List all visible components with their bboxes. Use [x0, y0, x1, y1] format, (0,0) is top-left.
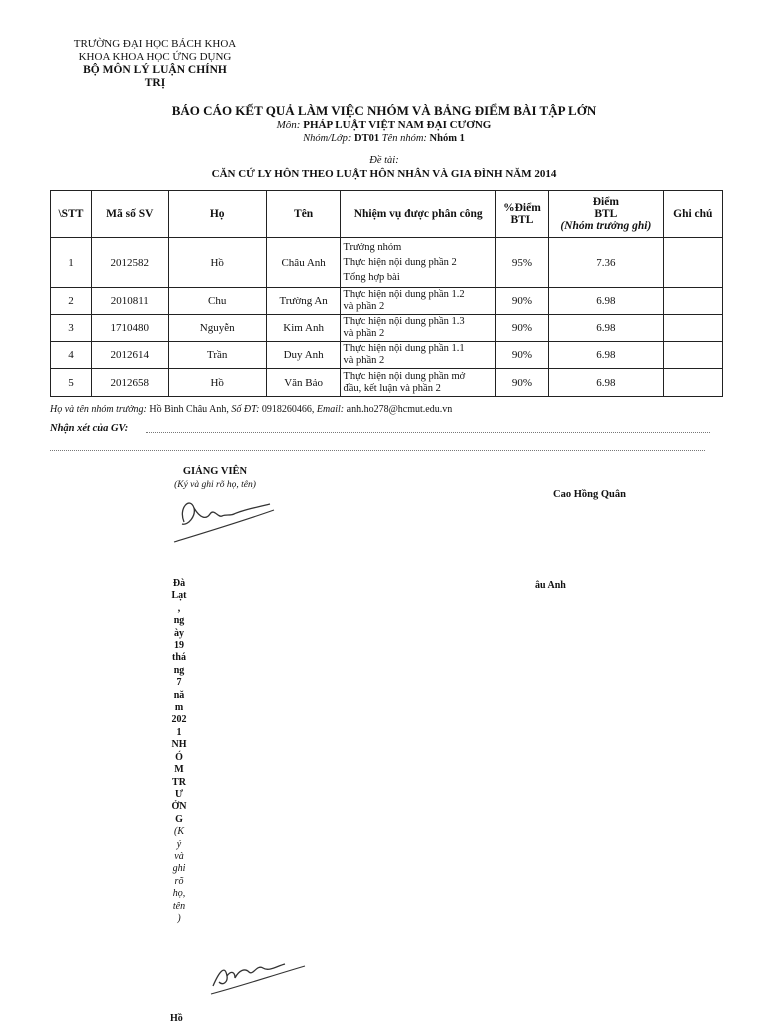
- cell-last-name: Hồ: [168, 238, 266, 288]
- cell-note: [663, 288, 722, 315]
- cell-task: [341, 288, 495, 315]
- vertical-char: Đà: [172, 578, 186, 589]
- cell-percent: 90%: [495, 342, 548, 369]
- cell-score: 6.98: [549, 342, 664, 369]
- vertical-char: thá: [172, 652, 186, 664]
- cell-stt: 5: [51, 369, 92, 397]
- vertical-char: G: [175, 813, 183, 825]
- task-line: và phần 2: [343, 301, 385, 312]
- cell-note: [663, 315, 722, 342]
- vertical-char: ): [177, 912, 181, 924]
- leader-phone-label: Số ĐT:: [231, 404, 260, 415]
- cell-score: 6.98: [549, 369, 664, 397]
- task-line: và phần 2: [343, 355, 385, 366]
- table-header-row: [51, 191, 723, 238]
- cell-score: 6.98: [549, 315, 664, 342]
- vertical-char: NH: [171, 739, 187, 751]
- report-title: BÁO CÁO KẾT QUẢ LÀM VIỆC NHÓM VÀ BẢNG ĐIỂM BÀI TẬP LỚN: [171, 103, 597, 118]
- header-first-name: Tên: [266, 191, 341, 238]
- cell-task: [341, 342, 495, 369]
- header-note: Ghi chú: [663, 191, 722, 238]
- task-line: Thực hiện nội dung phần 1.2: [343, 289, 465, 300]
- header-percent-line1: %Điểm: [503, 202, 541, 214]
- cell-first-name: Duy Anh: [266, 342, 341, 369]
- leader-info-line: [50, 404, 452, 415]
- vertical-char: Ư: [175, 788, 183, 800]
- cell-student-id: 1710480: [91, 315, 168, 342]
- header-task: Nhiệm vụ được phân công: [341, 191, 495, 238]
- cell-student-id: 2010811: [91, 288, 168, 315]
- group-label: Tên nhóm:: [381, 133, 427, 144]
- vertical-text-column: [168, 578, 190, 925]
- table-row: [51, 342, 723, 369]
- task-line: đầu, kết luận và phần 2: [343, 382, 441, 394]
- vertical-char: M: [174, 764, 184, 776]
- cell-score: 7.36: [549, 238, 664, 288]
- cell-percent: 90%: [495, 315, 548, 342]
- task-line: Tổng hợp bài: [343, 272, 400, 283]
- header-percent: [495, 191, 548, 238]
- comments-dotted-line-2: [50, 438, 705, 451]
- task-line: Thực hiện nội dung phần 1.1: [343, 343, 465, 354]
- topic-title: CĂN CỨ LY HÔN THEO LUẬT HÔN NHÂN VÀ GIA ĐÌNH NĂM 2014: [211, 168, 557, 180]
- cell-note: [663, 369, 722, 397]
- cell-stt: 1: [51, 238, 92, 288]
- leader-name-label: Họ và tên nhóm trưởng:: [50, 404, 147, 415]
- group-value: Nhóm 1: [429, 133, 465, 144]
- cell-note: [663, 342, 722, 369]
- cell-last-name: Hồ: [168, 369, 266, 397]
- cell-stt: 2: [51, 288, 92, 315]
- vertical-char: Ó: [175, 751, 183, 763]
- cell-student-id: 2012614: [91, 342, 168, 369]
- header-score-line2: BTL: [594, 208, 618, 220]
- vertical-char: ỞN: [171, 801, 187, 813]
- vertical-char: tên: [172, 900, 186, 912]
- department-name-line2: TRỊ: [144, 77, 166, 89]
- cell-note: [663, 238, 722, 288]
- subject-value: PHÁP LUẬT VIỆT NAM ĐẠI CƯƠNG: [303, 119, 492, 131]
- leader-name-bottom-fragment: Hồ: [170, 1013, 183, 1024]
- header-percent-line2: BTL: [510, 214, 534, 226]
- vertical-char: ày: [174, 627, 184, 639]
- leader-phone: 0918260466,: [261, 404, 315, 415]
- vertical-char: 19: [174, 640, 184, 652]
- header-score-line3: (Nhóm trưởng ghi): [560, 220, 652, 232]
- class-label: Nhóm/Lớp:: [303, 133, 352, 144]
- leader-email: anh.ho278@hcmut.edu.vn: [346, 404, 453, 415]
- vertical-char: nă: [173, 689, 185, 701]
- cell-stt: 4: [51, 342, 92, 369]
- header-stt: \STT: [51, 191, 92, 238]
- topic-label: Đề tài:: [369, 155, 399, 166]
- cell-score: 6.98: [549, 288, 664, 315]
- cell-first-name: Châu Anh: [266, 238, 341, 288]
- vertical-char: ý: [176, 838, 182, 850]
- vertical-char: và: [174, 850, 184, 862]
- vertical-char: ng: [173, 664, 185, 676]
- task-line: Trưởng nhóm: [343, 242, 402, 253]
- cell-last-name: Chu: [168, 288, 266, 315]
- cell-task: [341, 315, 495, 342]
- vertical-char: ,: [177, 602, 181, 614]
- department-name-line1: BỘ MÔN LÝ LUẬN CHÍNH: [83, 64, 227, 76]
- vertical-char: TR: [172, 776, 186, 788]
- subject-line: [0, 119, 768, 131]
- vertical-char: ng: [173, 615, 185, 627]
- school-name: TRƯỜNG ĐẠI HỌC BÁCH KHOA: [73, 38, 237, 50]
- class-group-line: [0, 133, 768, 144]
- leader-email-label: Email:: [316, 404, 345, 415]
- vertical-char: Lạt: [171, 590, 187, 602]
- vertical-char: m: [174, 702, 184, 714]
- table-row: [51, 238, 723, 288]
- lecturer-sign-note: (Ký và ghi rõ họ, tên): [174, 480, 256, 490]
- cell-last-name: Trần: [168, 342, 266, 369]
- header-student-id: Mã số SV: [91, 191, 168, 238]
- vertical-char: 1: [176, 726, 182, 738]
- cell-last-name: Nguyễn: [168, 315, 266, 342]
- vertical-char: ghi: [172, 863, 186, 875]
- cell-task: [341, 238, 495, 288]
- task-line: Thực hiện nội dung phần 2: [343, 257, 457, 268]
- leader-signature: [205, 950, 310, 1000]
- leader-name-fragment: âu Anh: [535, 580, 566, 591]
- cell-percent: 90%: [495, 288, 548, 315]
- table-row: [51, 288, 723, 315]
- task-line: và phần 2: [343, 328, 385, 339]
- task-line: Thực hiện nội dung phần mở: [343, 370, 466, 382]
- class-value: DT01: [353, 133, 380, 144]
- leader-name: Hồ Bình Châu Anh,: [149, 404, 229, 415]
- cell-student-id: 2012582: [91, 238, 168, 288]
- subject-label: Môn:: [276, 119, 301, 131]
- cell-first-name: Kim Anh: [266, 315, 341, 342]
- header-score-line1: Điểm: [592, 196, 619, 208]
- comments-dotted-line: [146, 420, 710, 433]
- cell-stt: 3: [51, 315, 92, 342]
- table-row: [51, 369, 723, 397]
- comments-label: Nhận xét của GV:: [50, 423, 129, 434]
- grades-table: [50, 190, 723, 397]
- vertical-char: rõ: [174, 875, 184, 887]
- header-last-name: Họ: [168, 191, 266, 238]
- cell-first-name: Văn Bảo: [266, 369, 341, 397]
- header-score: [549, 191, 664, 238]
- vertical-char: 7: [176, 677, 182, 689]
- vertical-char: (K: [174, 826, 184, 838]
- lecturer-title: GIẢNG VIÊN: [182, 466, 248, 477]
- cell-student-id: 2012658: [91, 369, 168, 397]
- vertical-char: họ,: [172, 888, 186, 900]
- cell-task: [341, 369, 495, 397]
- vertical-char: 202: [171, 714, 187, 726]
- cell-percent: 95%: [495, 238, 548, 288]
- lecturer-name: Cao Hồng Quân: [553, 489, 626, 500]
- task-line: Thực hiện nội dung phần 1.3: [343, 316, 465, 327]
- cell-first-name: Trường An: [266, 288, 341, 315]
- cell-percent: 90%: [495, 369, 548, 397]
- faculty-name: KHOA KHOA HỌC ỨNG DỤNG: [78, 51, 232, 63]
- table-row: [51, 315, 723, 342]
- lecturer-signature: [170, 478, 280, 548]
